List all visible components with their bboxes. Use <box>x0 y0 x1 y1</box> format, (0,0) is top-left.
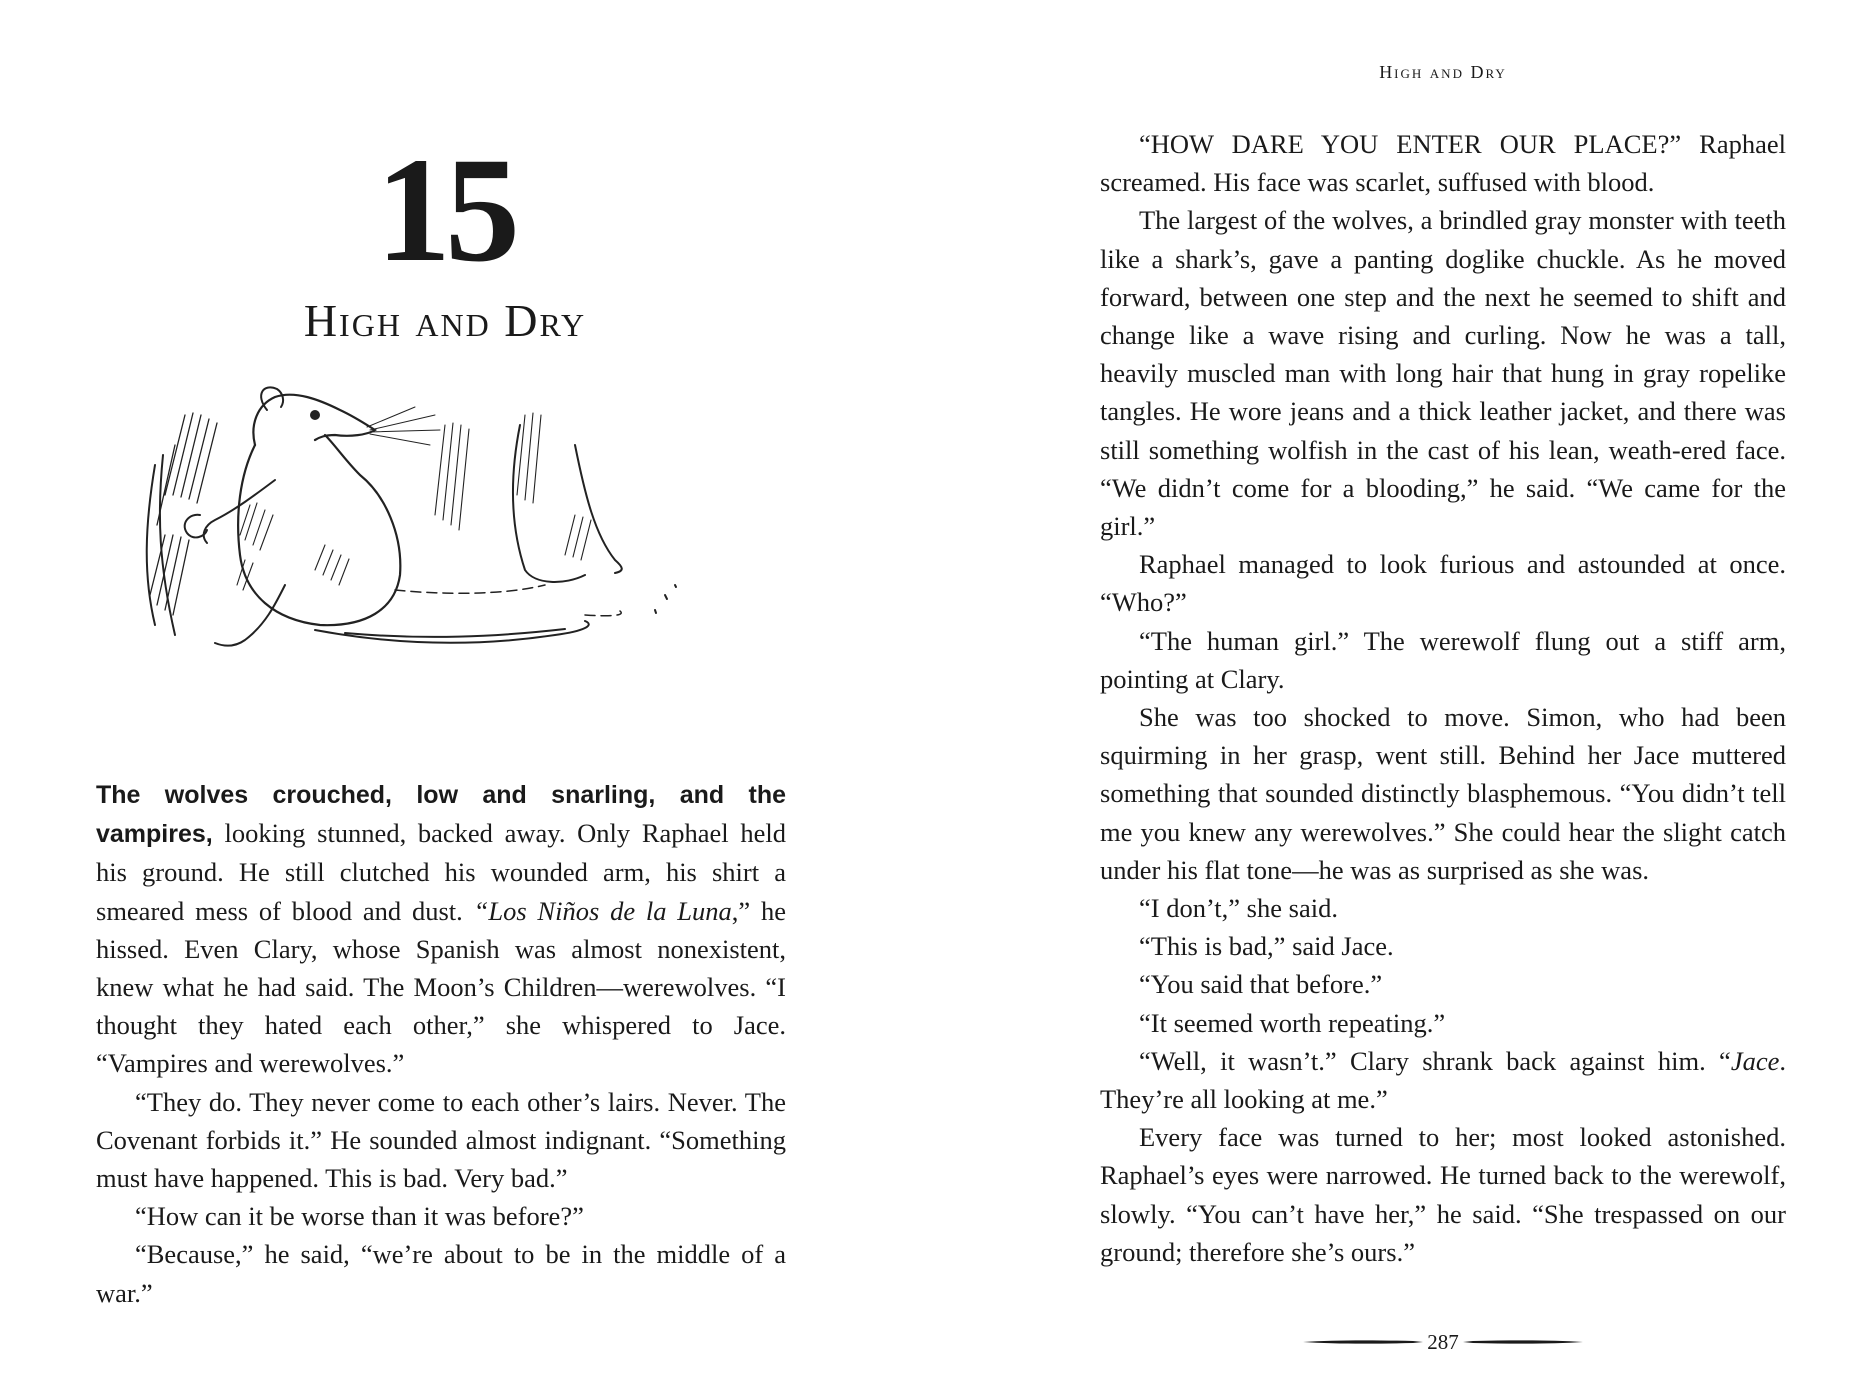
p1-text-a: looking stunned, backed away. Only Raphael held his ground. He still clutched his wounded arm, his shirt a smeared mess of blood and dust. <box>96 818 786 926</box>
p1-italic: Los Niños de la Luna <box>488 895 732 926</box>
paragraph: The largest of the wolves, a brindled gray monster with teeth like a shark’s, gave a panting doglike chuckle. As he moved forward, between one step and the next he seemed to shift and change like a wave rising and curling. Now he was a tall, heavily muscled man with long hair that hung in gray ropelike tangles. He wore jeans and a thick leather jacket, and there was still something wolfish in the cast of his lean, weath-ered face. “We didn’t come for a blooding,” he said. “We came for the girl.” <box>1100 205 1786 542</box>
p10-italic: Jace <box>1730 1045 1780 1076</box>
speck-marks <box>655 585 676 613</box>
rat-body <box>238 435 400 625</box>
rat-eye <box>311 411 319 419</box>
paragraph: “You said that before.” <box>1139 969 1383 1000</box>
rat-whiskers <box>367 407 440 445</box>
rat-illustration <box>145 385 795 685</box>
paragraph-3: “How can it be worse than it was before?” <box>135 1201 584 1232</box>
folio <box>1303 1328 1583 1356</box>
page-number: 287 <box>1423 1330 1463 1354</box>
left-body-text <box>96 775 786 1312</box>
p1-text-b: ,” he hissed. Even Clary, whose Spanish was almost nonexistent, knew what he had said. The Moon’s Children—werewolves. “I thought they hated each other,” she whispered to Jace. “Vampires and werewolves.” <box>96 895 786 1079</box>
floor-line-dashed <box>395 585 621 616</box>
paragraph: Raphael managed to look furious and astounded at once. “Who?” <box>1100 549 1786 618</box>
rat-tail <box>315 621 589 643</box>
paragraph: “The human girl.” The werewolf flung out a stiff arm, pointing at Clary. <box>1100 625 1786 694</box>
paragraph: “This is bad,” said Jace. <box>1139 931 1394 962</box>
paragraph: “HOW DARE YOU ENTER OUR PLACE?” Raphael screamed. His face was scarlet, suffused with blood. <box>1100 129 1786 198</box>
paragraph: She was too shocked to move. Simon, who had been squirming in her grasp, went still. Behind her Jace muttered something that sounded distinctly blasphemous. “You didn’t tell me you knew any werewolves.” She could hear the slight catch under his flat tone—he was as surprised as she was. <box>1100 702 1786 885</box>
paragraph: “It seemed worth repeating.” <box>1139 1007 1446 1038</box>
p1-quote-open: “ <box>473 895 489 926</box>
hatch-body <box>237 503 349 590</box>
p10-text-b: . They’re all looking at me.” <box>1100 1045 1786 1115</box>
rat-leg <box>215 585 285 646</box>
rat-paw-left <box>185 515 207 538</box>
paragraph-4: “Because,” he said, “we’re about to be in the middle of a war.” <box>96 1239 786 1308</box>
right-page <box>933 0 1866 1400</box>
paragraph-10 <box>1100 1042 1786 1118</box>
chapter-title: High and Dry <box>303 295 587 346</box>
running-head: High and Dry <box>1379 62 1507 82</box>
paragraph-2: “They do. They never come to each other’s lairs. Never. The Covenant forbids it.” He sounded almost indignant. “Something must have happened. This is bad. Very bad.” <box>96 1086 786 1194</box>
paragraph-1 <box>96 775 786 1083</box>
paragraph: “I don’t,” she said. <box>1139 893 1338 924</box>
p10-text-a: “Well, it wasn’t.” Clary shrank back against him. “ <box>1139 1045 1731 1076</box>
chapter-number: 15 <box>376 127 514 293</box>
paragraph-11: Every face was turned to her; most looked astonished. Raphael’s eyes were narrowed. He turned back to the werewolf, slowly. “You can’t have her,” he said. “She trespassed on our ground; therefore she’s ours.” <box>1100 1122 1786 1267</box>
right-body-text <box>1100 125 1786 1271</box>
folio-ornament-right <box>1463 1337 1583 1347</box>
folio-ornament-left <box>1303 1337 1423 1347</box>
lead-in: The wolves crouched, low and snarling, and the vampires, <box>96 781 786 849</box>
